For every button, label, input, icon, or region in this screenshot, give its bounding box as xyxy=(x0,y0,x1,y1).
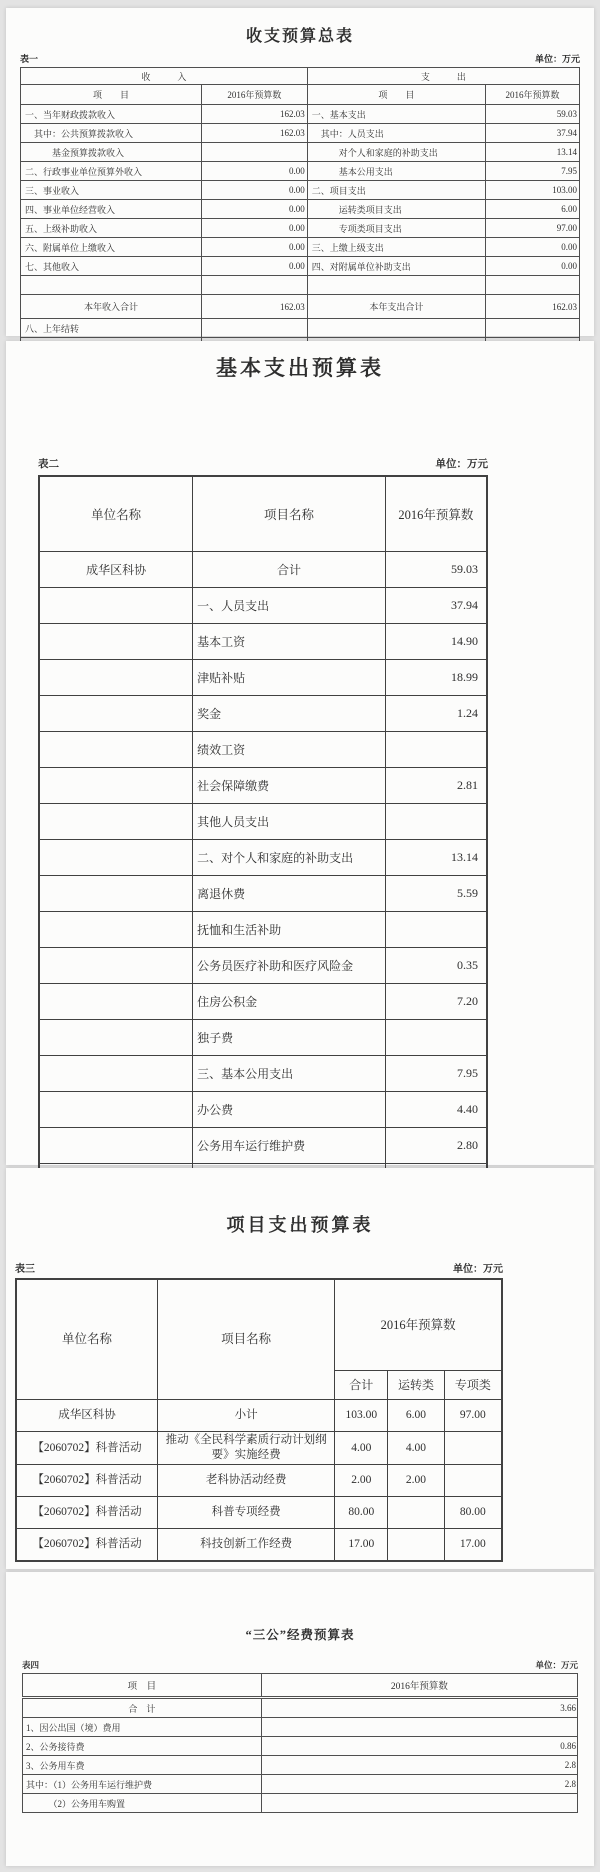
table-row xyxy=(21,257,580,276)
table-row xyxy=(21,276,580,295)
budget-summary-sheet xyxy=(6,8,594,336)
table-cell: 本年支出合计 xyxy=(307,295,485,319)
table-cell: 37.94 xyxy=(486,124,580,143)
table-row xyxy=(23,1794,578,1813)
table-row xyxy=(16,1529,502,1562)
table-cell xyxy=(39,840,193,876)
table-cell: 2.80 xyxy=(385,1128,487,1164)
table-cell: 公务用车运行维护费 xyxy=(193,1128,386,1164)
expense-budget-column-header: 2016年预算数 xyxy=(486,85,580,105)
table-cell: 3、公务用车费 xyxy=(23,1756,262,1775)
table1-meta-row xyxy=(20,52,580,65)
table-cell xyxy=(39,984,193,1020)
table-cell xyxy=(385,804,487,840)
table-row xyxy=(23,1718,578,1737)
table-row xyxy=(16,1497,502,1529)
table-cell: 2.00 xyxy=(388,1465,444,1497)
table-cell: 其中：人员支出 xyxy=(307,124,485,143)
table-cell: 97.00 xyxy=(444,1400,502,1432)
table-cell xyxy=(486,319,580,338)
table-cell: 2、公务接待费 xyxy=(23,1737,262,1756)
table-cell: 社会保障缴费 xyxy=(193,768,386,804)
table-cell xyxy=(21,276,202,295)
table-cell xyxy=(261,1718,577,1737)
table-cell xyxy=(202,276,308,295)
table-cell: 18.99 xyxy=(385,660,487,696)
table1-body xyxy=(21,105,580,362)
table-row xyxy=(21,219,580,238)
table-cell: 13.14 xyxy=(385,840,487,876)
table2-unit-label: 单位：万元 xyxy=(435,459,488,470)
table4-meta-row xyxy=(22,1659,578,1671)
table-row xyxy=(16,1400,502,1432)
table-cell: 6.00 xyxy=(388,1400,444,1432)
table-cell: 7.20 xyxy=(385,984,487,1020)
table-cell xyxy=(39,1092,193,1128)
table-cell: 2.81 xyxy=(385,768,487,804)
table-cell: 0.00 xyxy=(202,257,308,276)
total-subcolumn-header: 合计 xyxy=(335,1371,388,1400)
table-cell: 162.03 xyxy=(202,124,308,143)
table-cell: 津贴补贴 xyxy=(193,660,386,696)
table1-tag: 表一 xyxy=(20,54,39,64)
table-row xyxy=(21,143,580,162)
table-cell: 【2060702】科普活动 xyxy=(16,1432,157,1465)
table-cell: 103.00 xyxy=(335,1400,388,1432)
table-cell: 二、对个人和家庭的补助支出 xyxy=(193,840,386,876)
item-column-header: 项 目 xyxy=(23,1674,262,1698)
income-group-header: 收 入 xyxy=(21,68,308,85)
table-cell xyxy=(39,588,193,624)
table-cell xyxy=(307,276,485,295)
table-cell xyxy=(39,732,193,768)
table-cell: 103.00 xyxy=(486,181,580,200)
table-cell: 2.00 xyxy=(335,1465,388,1497)
table-cell: 科普专项经费 xyxy=(157,1497,334,1529)
table-cell: 【2060702】科普活动 xyxy=(16,1529,157,1562)
table-row xyxy=(39,1128,487,1164)
table-cell xyxy=(385,1020,487,1056)
table2-header-row xyxy=(39,476,487,552)
table-cell: 0.00 xyxy=(486,257,580,276)
table-row xyxy=(16,1432,502,1465)
project-expenditure-table xyxy=(15,1278,503,1562)
table-cell xyxy=(39,912,193,948)
table-row xyxy=(39,588,487,624)
budget-group-header: 2016年预算数 xyxy=(335,1279,502,1371)
table-cell: 6.00 xyxy=(486,200,580,219)
table4-body xyxy=(23,1698,578,1813)
table-row xyxy=(21,124,580,143)
table-cell xyxy=(202,319,308,338)
table-cell: 0.00 xyxy=(202,181,308,200)
table-row xyxy=(39,696,487,732)
table3-body xyxy=(16,1400,502,1562)
table-cell: 合 计 xyxy=(23,1698,262,1718)
table-row xyxy=(23,1756,578,1775)
table-cell: 三、基本公用支出 xyxy=(193,1056,386,1092)
table-row xyxy=(39,912,487,948)
table3-header xyxy=(16,1279,502,1400)
item-name-column-header: 项目名称 xyxy=(193,476,386,552)
table-cell: 成华区科协 xyxy=(16,1400,157,1432)
table-cell: 公务员医疗补助和医疗风险金 xyxy=(193,948,386,984)
table-cell: 二、行政事业单位预算外收入 xyxy=(21,162,202,181)
three-public-expense-table xyxy=(22,1673,578,1813)
income-item-column-header: 项 目 xyxy=(21,85,202,105)
table-cell: 3.66 xyxy=(261,1698,577,1718)
table-cell: 一、基本支出 xyxy=(307,105,485,124)
table-cell: 奖金 xyxy=(193,696,386,732)
table-cell xyxy=(388,1497,444,1529)
table-cell: 三、上缴上级支出 xyxy=(307,238,485,257)
table1-header-row-columns xyxy=(21,85,580,105)
table2-header xyxy=(39,476,487,552)
table-cell: 七、其他收入 xyxy=(21,257,202,276)
table-cell: 37.94 xyxy=(385,588,487,624)
table-cell xyxy=(39,948,193,984)
table2-tag: 表二 xyxy=(38,459,59,470)
table-row xyxy=(39,1092,487,1128)
table-cell: 推动《全民科学素质行动计划纲要》实施经费 xyxy=(157,1432,334,1465)
table-cell: 六、附属单位上缴收入 xyxy=(21,238,202,257)
table-row xyxy=(39,804,487,840)
table-row xyxy=(39,552,487,588)
table-cell: 专项类项目支出 xyxy=(307,219,485,238)
operational-subcolumn-header: 运转类 xyxy=(388,1371,444,1400)
table-cell xyxy=(385,732,487,768)
table-cell: 其中：（1）公务用车运行维护费 xyxy=(23,1775,262,1794)
table-cell: 独子费 xyxy=(193,1020,386,1056)
table-row xyxy=(39,768,487,804)
table-row xyxy=(21,238,580,257)
table-cell xyxy=(444,1432,502,1465)
special-subcolumn-header: 专项类 xyxy=(444,1371,502,1400)
table4-header-row xyxy=(23,1674,578,1698)
table-cell: 基本公用支出 xyxy=(307,162,485,181)
table-cell: 0.35 xyxy=(385,948,487,984)
expense-group-header: 支 出 xyxy=(307,68,579,85)
table-row xyxy=(39,1020,487,1056)
table-cell: 4.00 xyxy=(388,1432,444,1465)
table3-title: 项目支出预算表 xyxy=(226,1215,374,1235)
table3-header-row-top xyxy=(16,1279,502,1371)
table-cell: 80.00 xyxy=(444,1497,502,1529)
table-cell: 162.03 xyxy=(486,295,580,319)
table3-tag: 表三 xyxy=(15,1264,35,1275)
table-cell: 住房公积金 xyxy=(193,984,386,1020)
table-cell: 0.00 xyxy=(202,200,308,219)
table-cell xyxy=(202,143,308,162)
table-cell xyxy=(388,1529,444,1562)
table4-tag: 表四 xyxy=(22,1660,40,1670)
table-cell: 【2060702】科普活动 xyxy=(16,1497,157,1529)
income-expense-summary-table xyxy=(20,67,580,362)
table-row xyxy=(39,876,487,912)
table-cell xyxy=(39,804,193,840)
unit-name-column-header: 单位名称 xyxy=(16,1279,157,1400)
table1-title: 收支预算总表 xyxy=(245,28,354,45)
table-cell: 其他人员支出 xyxy=(193,804,386,840)
table-cell: 97.00 xyxy=(486,219,580,238)
table-row xyxy=(39,840,487,876)
table-cell xyxy=(39,696,193,732)
table-row xyxy=(21,200,580,219)
table2-title: 基本支出预算表 xyxy=(216,356,384,380)
table-cell: 科技创新工作经费 xyxy=(157,1529,334,1562)
basic-expenditure-sheet xyxy=(6,341,594,1165)
table-cell xyxy=(39,1056,193,1092)
table-row xyxy=(21,319,580,338)
table4-unit-label: 单位：万元 xyxy=(535,1660,578,1670)
table-cell: （2）公务用车购置 xyxy=(23,1794,262,1813)
table-cell xyxy=(39,1020,193,1056)
table-cell: 五、上级补助收入 xyxy=(21,219,202,238)
table-cell xyxy=(307,319,485,338)
table-row xyxy=(39,660,487,696)
table-cell: 其中：公共预算拨款收入 xyxy=(21,124,202,143)
table-cell: 绩效工资 xyxy=(193,732,386,768)
table-row xyxy=(39,732,487,768)
table-cell: 基金预算拨款收入 xyxy=(21,143,202,162)
table-cell: 162.03 xyxy=(202,295,308,319)
table-row xyxy=(23,1775,578,1794)
table-cell xyxy=(486,276,580,295)
table-cell: 13.14 xyxy=(486,143,580,162)
table-row xyxy=(23,1698,578,1718)
table-row xyxy=(39,948,487,984)
table3-unit-label: 单位：万元 xyxy=(453,1264,503,1275)
budget-column-header: 2016年预算数 xyxy=(261,1674,577,1698)
table-cell: 0.00 xyxy=(486,238,580,257)
table-cell xyxy=(444,1465,502,1497)
three-public-expense-sheet xyxy=(6,1572,594,1866)
table-cell: 三、事业收入 xyxy=(21,181,202,200)
unit-name-column-header: 单位名称 xyxy=(39,476,193,552)
item-name-column-header: 项目名称 xyxy=(157,1279,334,1400)
table-cell: 2.8 xyxy=(261,1775,577,1794)
table-cell: 四、对附属单位补助支出 xyxy=(307,257,485,276)
table-cell: 17.00 xyxy=(444,1529,502,1562)
table-cell: 162.03 xyxy=(202,105,308,124)
table-cell: 80.00 xyxy=(335,1497,388,1529)
table-cell: 老科协活动经费 xyxy=(157,1465,334,1497)
table-cell: 【2060702】科普活动 xyxy=(16,1465,157,1497)
table-row xyxy=(16,1465,502,1497)
table-cell: 5.59 xyxy=(385,876,487,912)
project-expenditure-sheet xyxy=(6,1168,594,1569)
table1-header xyxy=(21,68,580,105)
table-cell xyxy=(39,624,193,660)
table-cell xyxy=(39,660,193,696)
budget-column-header: 2016年预算数 xyxy=(385,476,487,552)
table-cell: 四、事业单位经营收入 xyxy=(21,200,202,219)
table-cell: 办公费 xyxy=(193,1092,386,1128)
income-budget-column-header: 2016年预算数 xyxy=(202,85,308,105)
table-cell: 一、当年财政拨款收入 xyxy=(21,105,202,124)
table2-body xyxy=(39,552,487,1201)
table2-meta-row xyxy=(38,456,488,471)
table-cell xyxy=(39,876,193,912)
table-cell: 抚恤和生活补助 xyxy=(193,912,386,948)
table-cell: 合计 xyxy=(193,552,386,588)
table-cell: 7.95 xyxy=(486,162,580,181)
table-cell: 7.95 xyxy=(385,1056,487,1092)
table-cell: 对个人和家庭的补助支出 xyxy=(307,143,485,162)
expense-item-column-header: 项 目 xyxy=(307,85,485,105)
table-cell: 0.86 xyxy=(261,1737,577,1756)
table1-unit-label: 单位：万元 xyxy=(534,54,580,64)
table-cell: 17.00 xyxy=(335,1529,388,1562)
table-cell: 4.40 xyxy=(385,1092,487,1128)
table-cell: 基本工资 xyxy=(193,624,386,660)
table3-meta-row xyxy=(15,1260,503,1275)
table-cell: 0.00 xyxy=(202,219,308,238)
table-cell: 1、因公出国（境）费用 xyxy=(23,1718,262,1737)
table4-header xyxy=(23,1674,578,1698)
table-cell: 4.00 xyxy=(335,1432,388,1465)
table-cell xyxy=(261,1794,577,1813)
basic-expenditure-table xyxy=(38,475,488,1201)
table-cell: 本年收入合计 xyxy=(21,295,202,319)
table-cell: 0.00 xyxy=(202,238,308,257)
table-cell: 运转类项目支出 xyxy=(307,200,485,219)
table-row xyxy=(23,1737,578,1756)
table-cell: 成华区科协 xyxy=(39,552,193,588)
table-row xyxy=(21,105,580,124)
table-cell: 2.8 xyxy=(261,1756,577,1775)
table-row xyxy=(39,624,487,660)
table-cell: 59.03 xyxy=(486,105,580,124)
table-cell: 一、人员支出 xyxy=(193,588,386,624)
table1-header-row-groups xyxy=(21,68,580,85)
table-cell: 0.00 xyxy=(202,162,308,181)
table-row xyxy=(21,181,580,200)
table-cell xyxy=(385,912,487,948)
table4-title: “三公”经费预算表 xyxy=(245,1628,355,1642)
table-cell xyxy=(39,768,193,804)
table-cell: 离退休费 xyxy=(193,876,386,912)
table-cell: 14.90 xyxy=(385,624,487,660)
table-cell: 八、上年结转 xyxy=(21,319,202,338)
table-cell: 二、项目支出 xyxy=(307,181,485,200)
table-cell: 小计 xyxy=(157,1400,334,1432)
table-row xyxy=(39,1056,487,1092)
table-cell: 59.03 xyxy=(385,552,487,588)
table-row xyxy=(39,984,487,1020)
table-row xyxy=(21,295,580,319)
table-row xyxy=(21,162,580,181)
table-cell: 1.24 xyxy=(385,696,487,732)
table-cell xyxy=(39,1128,193,1164)
